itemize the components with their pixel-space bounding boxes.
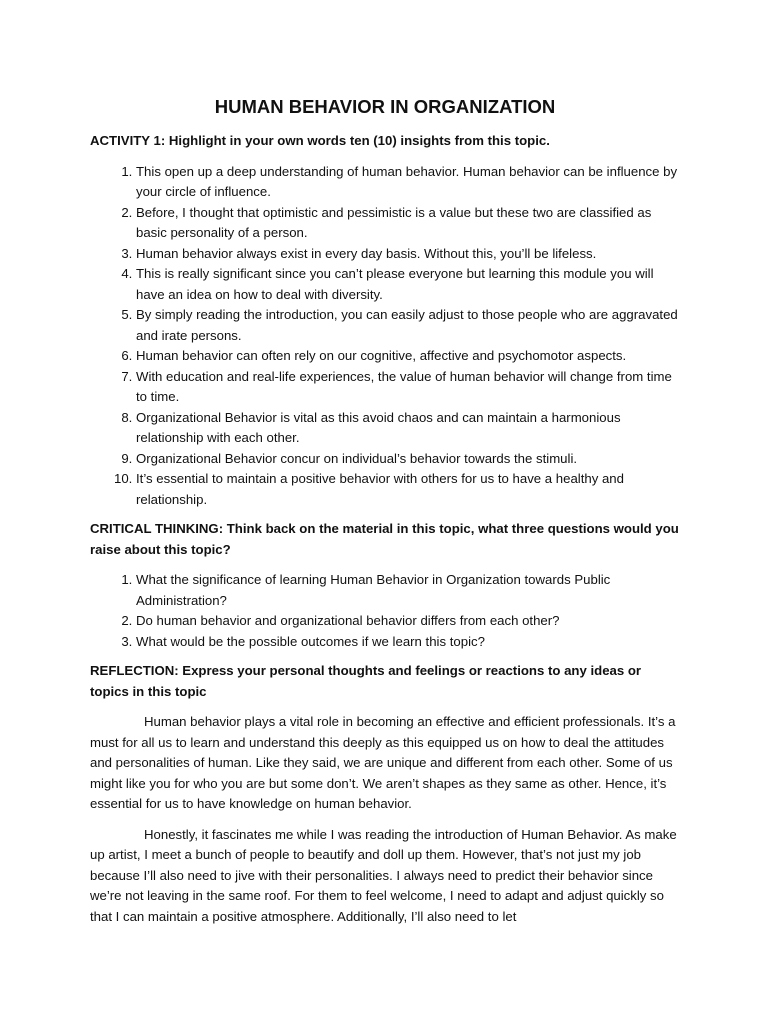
list-item: 10. It’s essential to maintain a positive behavior with others for us to have a healthy and relationship. — [136, 469, 680, 510]
list-item: 1. What the significance of learning Human Behavior in Organization towards Public Administration? — [136, 570, 680, 611]
list-item: 5. By simply reading the introduction, you can easily adjust to those people who are aggravated and irate persons. — [136, 305, 680, 346]
list-item: 8. Organizational Behavior is vital as this avoid chaos and can maintain a harmonious relationship with each other. — [136, 408, 680, 449]
questions-list — [90, 570, 680, 652]
list-item: 3. What would be the possible outcomes if we learn this topic? — [136, 632, 680, 653]
list-item: 4. This is really significant since you can’t please everyone but learning this module you will have an idea on how to deal with diversity. — [136, 264, 680, 305]
reflection-paragraph: Human behavior plays a vital role in becoming an effective and efficient professionals. It’s a must for all us to learn and understand this deeply as this equipped us on how to deal the attitudes and personalities of human. Like they said, we are unique and different from each other. Some of us might like you for who you are but some don’t. We aren’t shapes as they same as other. Hence, it’s essential for us to have knowledge on human behavior. — [90, 714, 676, 811]
reflection-paragraph: Honestly, it fascinates me while I was reading the introduction of Human Behavior. As make up artist, I meet a bunch of people to beautify and doll up them. However, that’s not just my job because I’ll also need to jive with their personalities. I always need to predict their behavior since we’re not leaving in the same roof. For them to feel welcome, I need to adapt and adjust quickly so that I can maintain a positive atmosphere. Additionally, I’ll also need to let — [90, 826, 677, 924]
list-item: 3. Human behavior always exist in every day basis. Without this, you’ll be lifeless. — [136, 244, 680, 265]
list-item: 6. Human behavior can often rely on our cognitive, affective and psychomotor aspects. — [136, 346, 680, 367]
list-item: 2. Do human behavior and organizational behavior differs from each other? — [136, 611, 680, 632]
activity-heading: ACTIVITY 1: Highlight in your own words ten (10) insights from this topic. — [90, 133, 550, 148]
list-item: 1. This open up a deep understanding of human behavior. Human behavior can be influence by your circle of influence. — [136, 162, 680, 203]
reflection-heading: REFLECTION: Express your personal thoughts and feelings or reactions to any ideas or topics in this topic — [90, 663, 642, 699]
list-item: 2. Before, I thought that optimistic and pessimistic is a value but these two are classified as basic personality of a person. — [136, 203, 680, 244]
list-item: 7. With education and real-life experiences, the value of human behavior will change from time to time. — [136, 367, 680, 408]
insights-list — [90, 162, 680, 511]
critical-thinking-heading: CRITICAL THINKING: Think back on the material in this topic, what three questions would you raise about this topic? — [90, 521, 679, 557]
document-title: HUMAN BEHAVIOR IN ORGANIZATION — [214, 96, 556, 117]
list-item: 9. Organizational Behavior concur on individual’s behavior towards the stimuli. — [136, 449, 680, 470]
